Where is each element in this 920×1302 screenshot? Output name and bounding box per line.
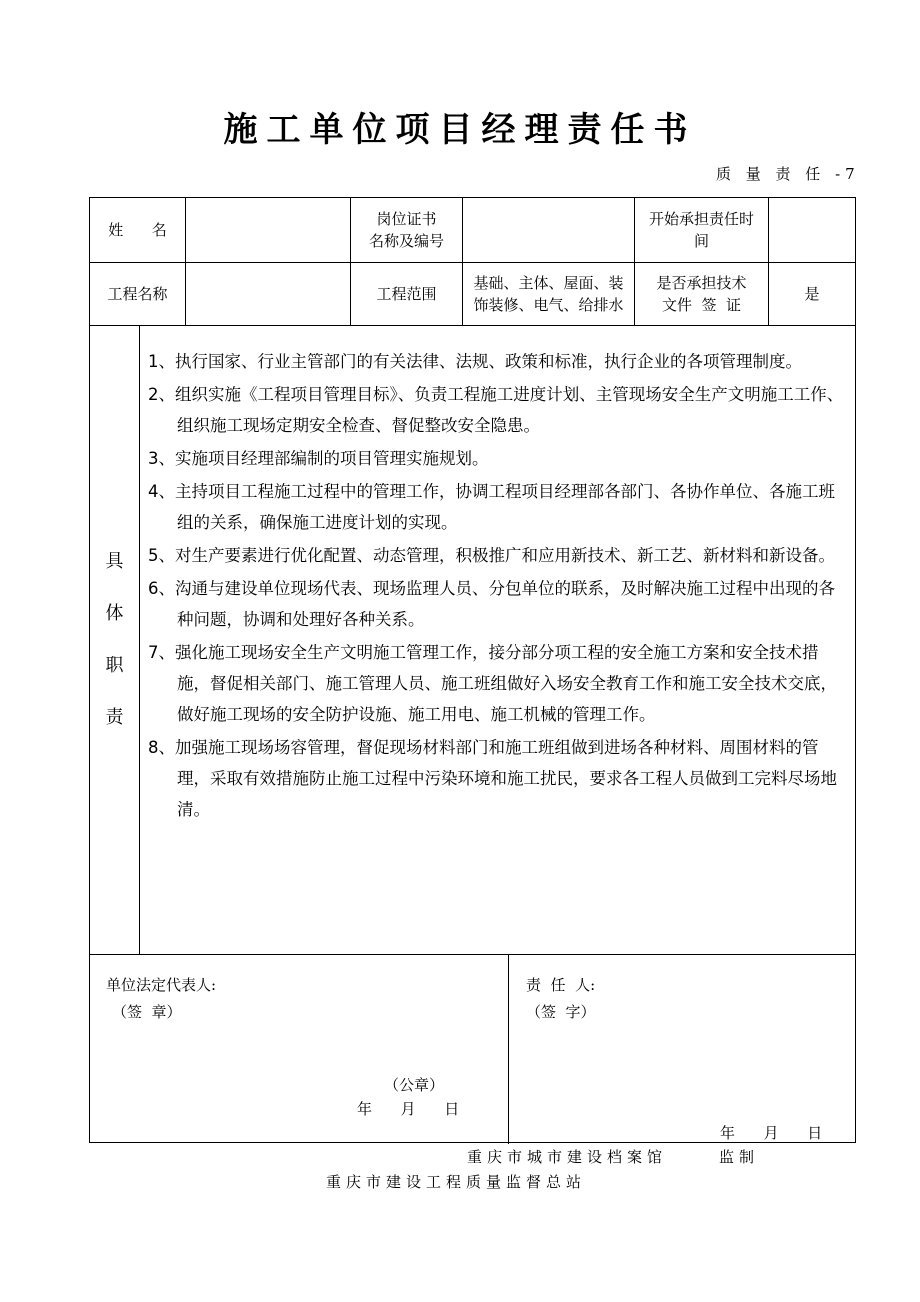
responsible-person-sign: （签 字） xyxy=(526,1003,596,1021)
supervisor-archive: 重庆市城市建设档案馆 xyxy=(467,1148,668,1166)
start-time-value-field[interactable] xyxy=(769,198,855,262)
duty-item: 2、组织实施《工程项目管理目标》、负责工程施工进度计划、主管现场安全生产文明施工工作、组织施工现场定期安全检查、督促整改安全隐患。 xyxy=(148,385,844,435)
duties-list xyxy=(148,346,848,827)
name-value-field[interactable] xyxy=(186,198,350,262)
official-seal-label: （公章） xyxy=(384,1076,445,1094)
responsible-person-label: 责 任 人: xyxy=(526,976,596,994)
column-divider xyxy=(139,325,140,954)
legal-rep-seal: （签 章） xyxy=(112,1003,182,1021)
duty-item: 7、强化施工现场安全生产文明施工管理工作，接分部分项工程的安全施工方案和安全技术措施，督促相关部门、施工管理人员、施工班组做好入场安全教育工作和施工安全技术交底，做好施工现场的安全防护设施、施工用电、施工机械的管理工作。 xyxy=(148,643,837,724)
duty-item: 5、对生产要素进行优化配置、动态管理，积极推广和应用新技术、新工艺、新材料和新设备。 xyxy=(148,546,835,565)
responsibility-table xyxy=(89,197,856,1143)
start-time-label: 开始承担责任时 间 xyxy=(648,210,754,250)
tech-sign-value: 是 xyxy=(804,285,820,303)
certificate-value-field[interactable] xyxy=(463,198,634,262)
duties-label-text xyxy=(105,536,125,744)
tech-sign-label: 是否承担技术 文件 签 证 xyxy=(656,274,747,314)
legal-rep-label: 单位法定代表人: xyxy=(106,976,217,994)
supervision-station: 重庆市建设工程质量监督总站 xyxy=(326,1173,587,1191)
duty-item: 6、沟通与建设单位现场代表、现场监理人员、分包单位的联系，及时解决施工过程中出现的各种问题，协调和处理好各种关系。 xyxy=(148,579,835,629)
name-label: 姓 名 xyxy=(108,221,167,239)
duty-item: 3、实施项目经理部编制的项目管理实施规划。 xyxy=(148,449,489,468)
column-divider xyxy=(508,954,509,1144)
project-name-value-field[interactable] xyxy=(186,263,350,325)
row-divider xyxy=(90,954,855,955)
row-divider xyxy=(90,325,855,326)
duty-item: 1、执行国家、行业主管部门的有关法律、法规、政策和标准，执行企业的各项管理制度。 xyxy=(148,352,802,371)
document-code: 质 量 责 任 -7 xyxy=(716,165,860,183)
supervisor-label: 监制 xyxy=(719,1148,760,1166)
duty-item: 8、加强施工现场场容管理，督促现场材料部门和施工班组做到进场各种材料、周围材料的管理，采取有效措施防止施工过程中污染环境和施工扰民，要求各工程人员做到工完料尽场地清。 xyxy=(148,738,837,819)
duties-label xyxy=(90,326,139,954)
responsible-date: 年 月 日 xyxy=(720,1124,823,1142)
document-title: 施工单位项目经理责任书 xyxy=(223,110,697,150)
duties-label-char: 具 xyxy=(105,551,124,572)
certificate-label: 岗位证书 名称及编号 xyxy=(368,210,444,250)
duties-label-char: 体 xyxy=(105,603,124,624)
duties-label-char: 责 xyxy=(105,707,124,728)
duty-item: 4、主持项目工程施工过程中的管理工作，协调工程项目经理部各部门、各协作单位、各施工班组的关系，确保施工进度计划的实现。 xyxy=(148,482,835,532)
project-scope-value: 基础、主体、屋面、装 饰装修、电气、给排水 xyxy=(473,274,624,314)
legal-rep-date: 年 月 日 xyxy=(357,1100,460,1118)
project-scope-label: 工程范围 xyxy=(376,285,437,303)
project-name-label: 工程名称 xyxy=(107,285,168,303)
duties-label-char: 职 xyxy=(105,655,124,676)
